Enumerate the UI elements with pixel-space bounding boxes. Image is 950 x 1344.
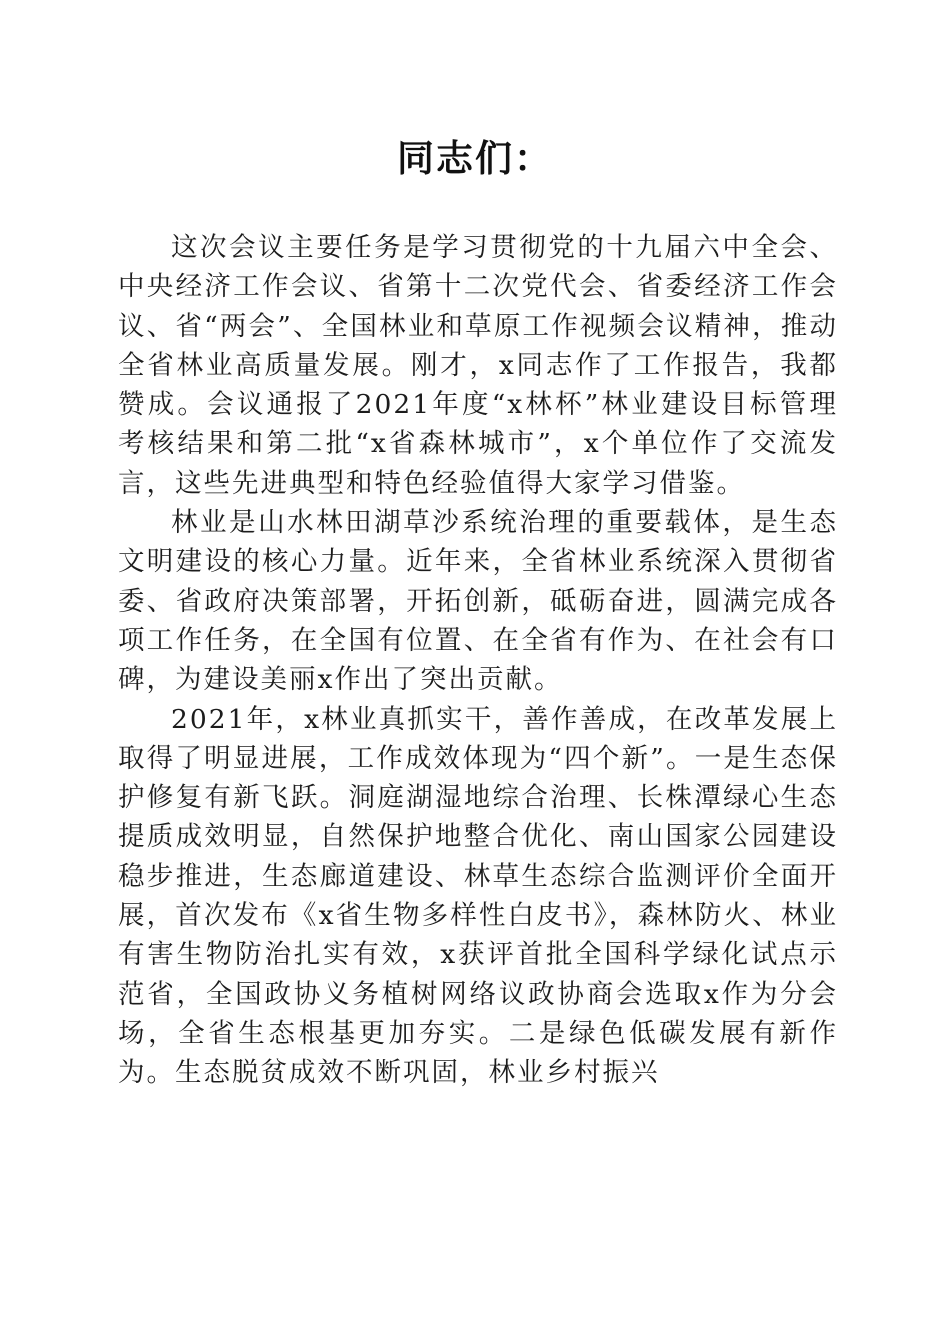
document-title: 同志们： bbox=[397, 136, 553, 180]
paragraph-2021-progress: 2021年，x林业真抓实干，善作善成，在改革发展上取得了明显进展，工作成效体现为“四个新”。一是生态保护修复有新飞跃。洞庭湖湿地综合治理、长株潭绿心生态提质成效明显，自然保护地整合优化、南山国家公园建设稳步推进，生态廊道建设、林草生态综合监测评价全面开展，首次发布《x省生物多样性白皮书》，森林防火、林业有害生物防治扎实有效，x获评首批全国科学绿化试点示范省，全国政协义务植树网络议政协商会选取x作为分会场，全省生态根基更加夯实。二是绿色低碳发展有新作为。生态脱贫成效不断巩固，林业乡村振兴 bbox=[118, 703, 838, 1089]
paragraph-forestry-role: 林业是山水林田湖草沙系统治理的重要载体，是生态文明建设的核心力量。近年来，全省林业系统深入贯彻省委、省政府决策部署，开拓创新，砥砺奋进，圆满完成各项工作任务，在全国有位置、在全省有作为、在社会有口碑，为建设美丽x作出了突出贡献。 bbox=[118, 507, 838, 696]
document-body bbox=[118, 228, 838, 1093]
paragraph-meeting-tasks: 这次会议主要任务是学习贯彻党的十九届六中全会、中央经济工作会议、省第十二次党代会、省委经济工作会议、省“两会”、全国林业和草原工作视频会议精神，推动全省林业高质量发展。刚才，x同志作了工作报告，我都赞成。会议通报了2021年度“x林杯”林业建设目标管理考核结果和第二批“x省森林城市”，x个单位作了交流发言，这些先进典型和特色经验值得大家学习借鉴。 bbox=[118, 232, 838, 499]
